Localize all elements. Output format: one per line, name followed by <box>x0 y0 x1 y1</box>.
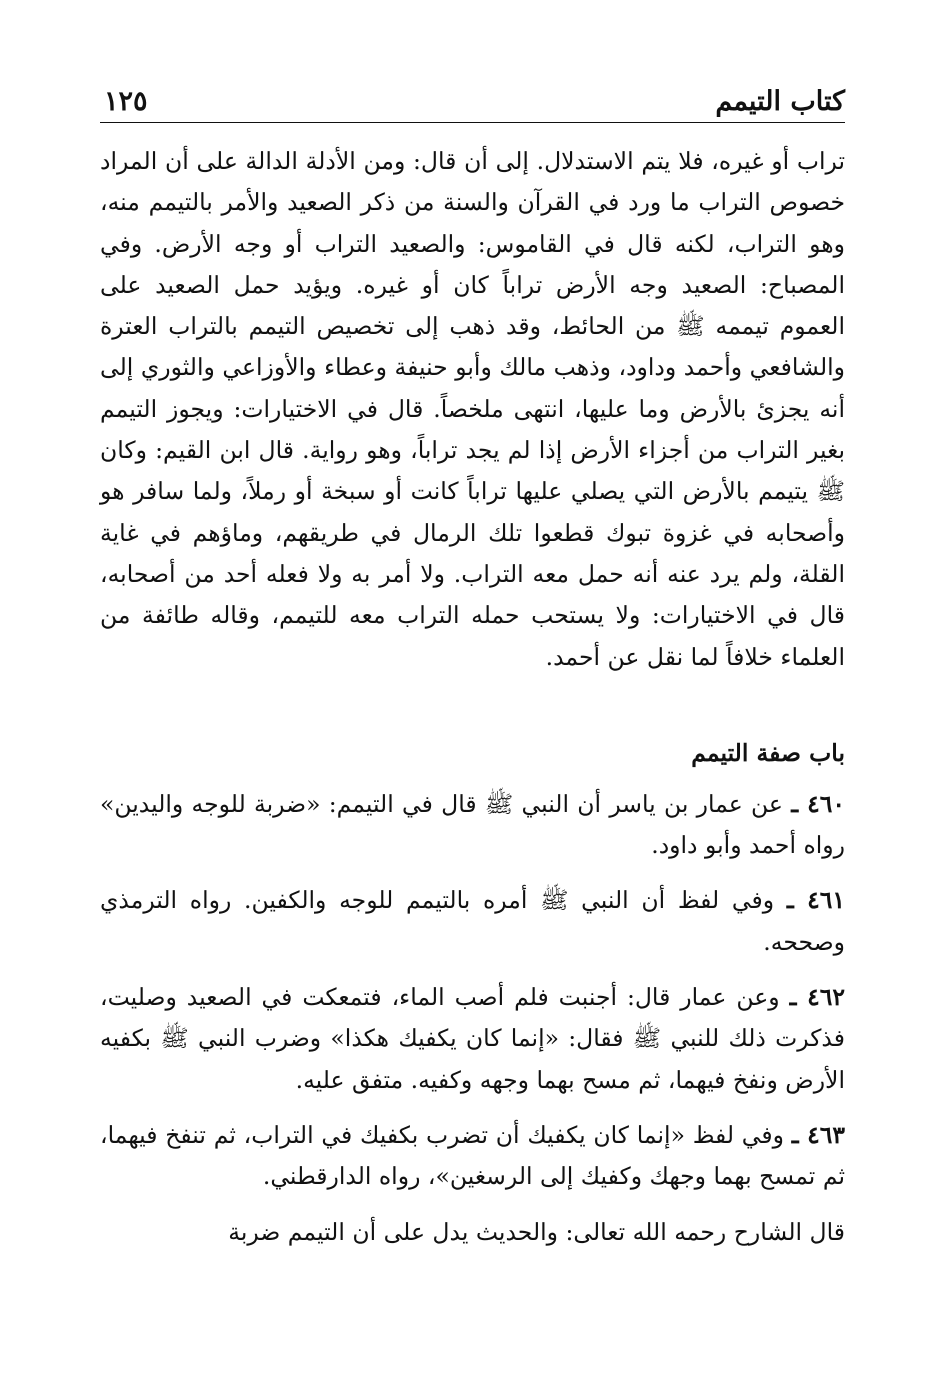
page-body <box>100 141 845 1253</box>
hadith-text: وفي لفظ أن النبي ﷺ أمره بالتيمم للوجه والكفين. رواه الترمذي وصححه. <box>100 886 845 956</box>
chapter-title: كتاب التيمم <box>715 86 845 117</box>
hadith-text: وعن عمار قال: أجنبت فلم أصب الماء، فتمعكت في الصعيد وصليت، فذكرت ذلك للنبي ﷺ فقال: «إنما كان يكفيك هكذا» وضرب النبي ﷺ بكفيه الأرض ونفخ فيهما، ثم مسح بهما وجهه وكفيه. متفق عليه. <box>100 983 845 1094</box>
commentary-line: قال الشارح رحمه الله تعالى: والحديث يدل على أن التيمم ضربة <box>228 1217 845 1246</box>
hadith-number: ٤٦١ ـ <box>786 886 845 915</box>
hadith-paragraph <box>100 977 845 1101</box>
hadith-number: ٤٦٣ ـ <box>791 1120 845 1149</box>
hadith-number: ٤٦٢ ـ <box>789 983 845 1012</box>
intro-paragraph: تراب أو غيره، فلا يتم الاستدلال. إلى أن قال: ومن الأدلة الدالة على أن المراد خصوص التراب ما ورد في القرآن والسنة من ذكر الصعيد والأمر بالتيمم منه، وهو التراب، لكنه قال في القاموس: والصعيد التراب أو وجه الأرض. وفي المصباح: الصعيد وجه الأرض تراباً كان أو غيره. ويؤيد حمل الصعيد على العموم تيممه ﷺ من الحائط، وقد ذهب إلى تخصيص التيمم بالتراب العترة والشافعي وأحمد وداود، وذهب مالك وأبو حنيفة وعطاء والأوزاعي والثوري إلى أنه يجزئ بالأرض وما عليها، انتهى ملخصاً. قال في الاختيارات: ويجوز التيمم بغير التراب من أجزاء الأرض إذا لم يجد تراباً، وهو رواية. قال ابن القيم: وكان ﷺ يتيمم بالأرض التي يصلي عليها تراباً كانت أو سبخة أو رملاً، ولما سافر هو وأصحابه في غزوة تبوك قطعوا تلك الرمال في طريقهم، وماؤهم في غاية القلة، ولم يرد عنه أنه حمل معه التراب. ولا أمر به ولا فعله أحد من أصحابه، قال في الاختيارات: ولا يستحب حمله التراب معه للتيمم، وقاله طائفة من العلماء خلافاً لما نقل عن أحمد. <box>100 147 845 671</box>
hadith-paragraph <box>100 1115 845 1198</box>
hadith-text: وفي لفظ «إنما كان يكفيك أن تضرب بكفيك في التراب، ثم تنفخ فيهما، ثم تمسح بهما وجهك وكفيك إلى الرسغين»، رواه الدارقطني. <box>100 1120 845 1191</box>
hadith-text: عن عمار بن ياسر أن النبي ﷺ قال في التيمم: «ضربة للوجه واليدين» رواه أحمد وأبو داود. <box>100 789 845 860</box>
hadith-paragraph <box>100 784 845 867</box>
running-header <box>100 78 845 123</box>
hadith-paragraph <box>100 880 845 963</box>
book-page <box>100 78 845 1253</box>
page-number: ١٢٥ <box>104 86 148 117</box>
section-heading: باب صفة التيمم <box>691 738 845 767</box>
hadith-number: ٤٦٠ ـ <box>791 789 845 818</box>
